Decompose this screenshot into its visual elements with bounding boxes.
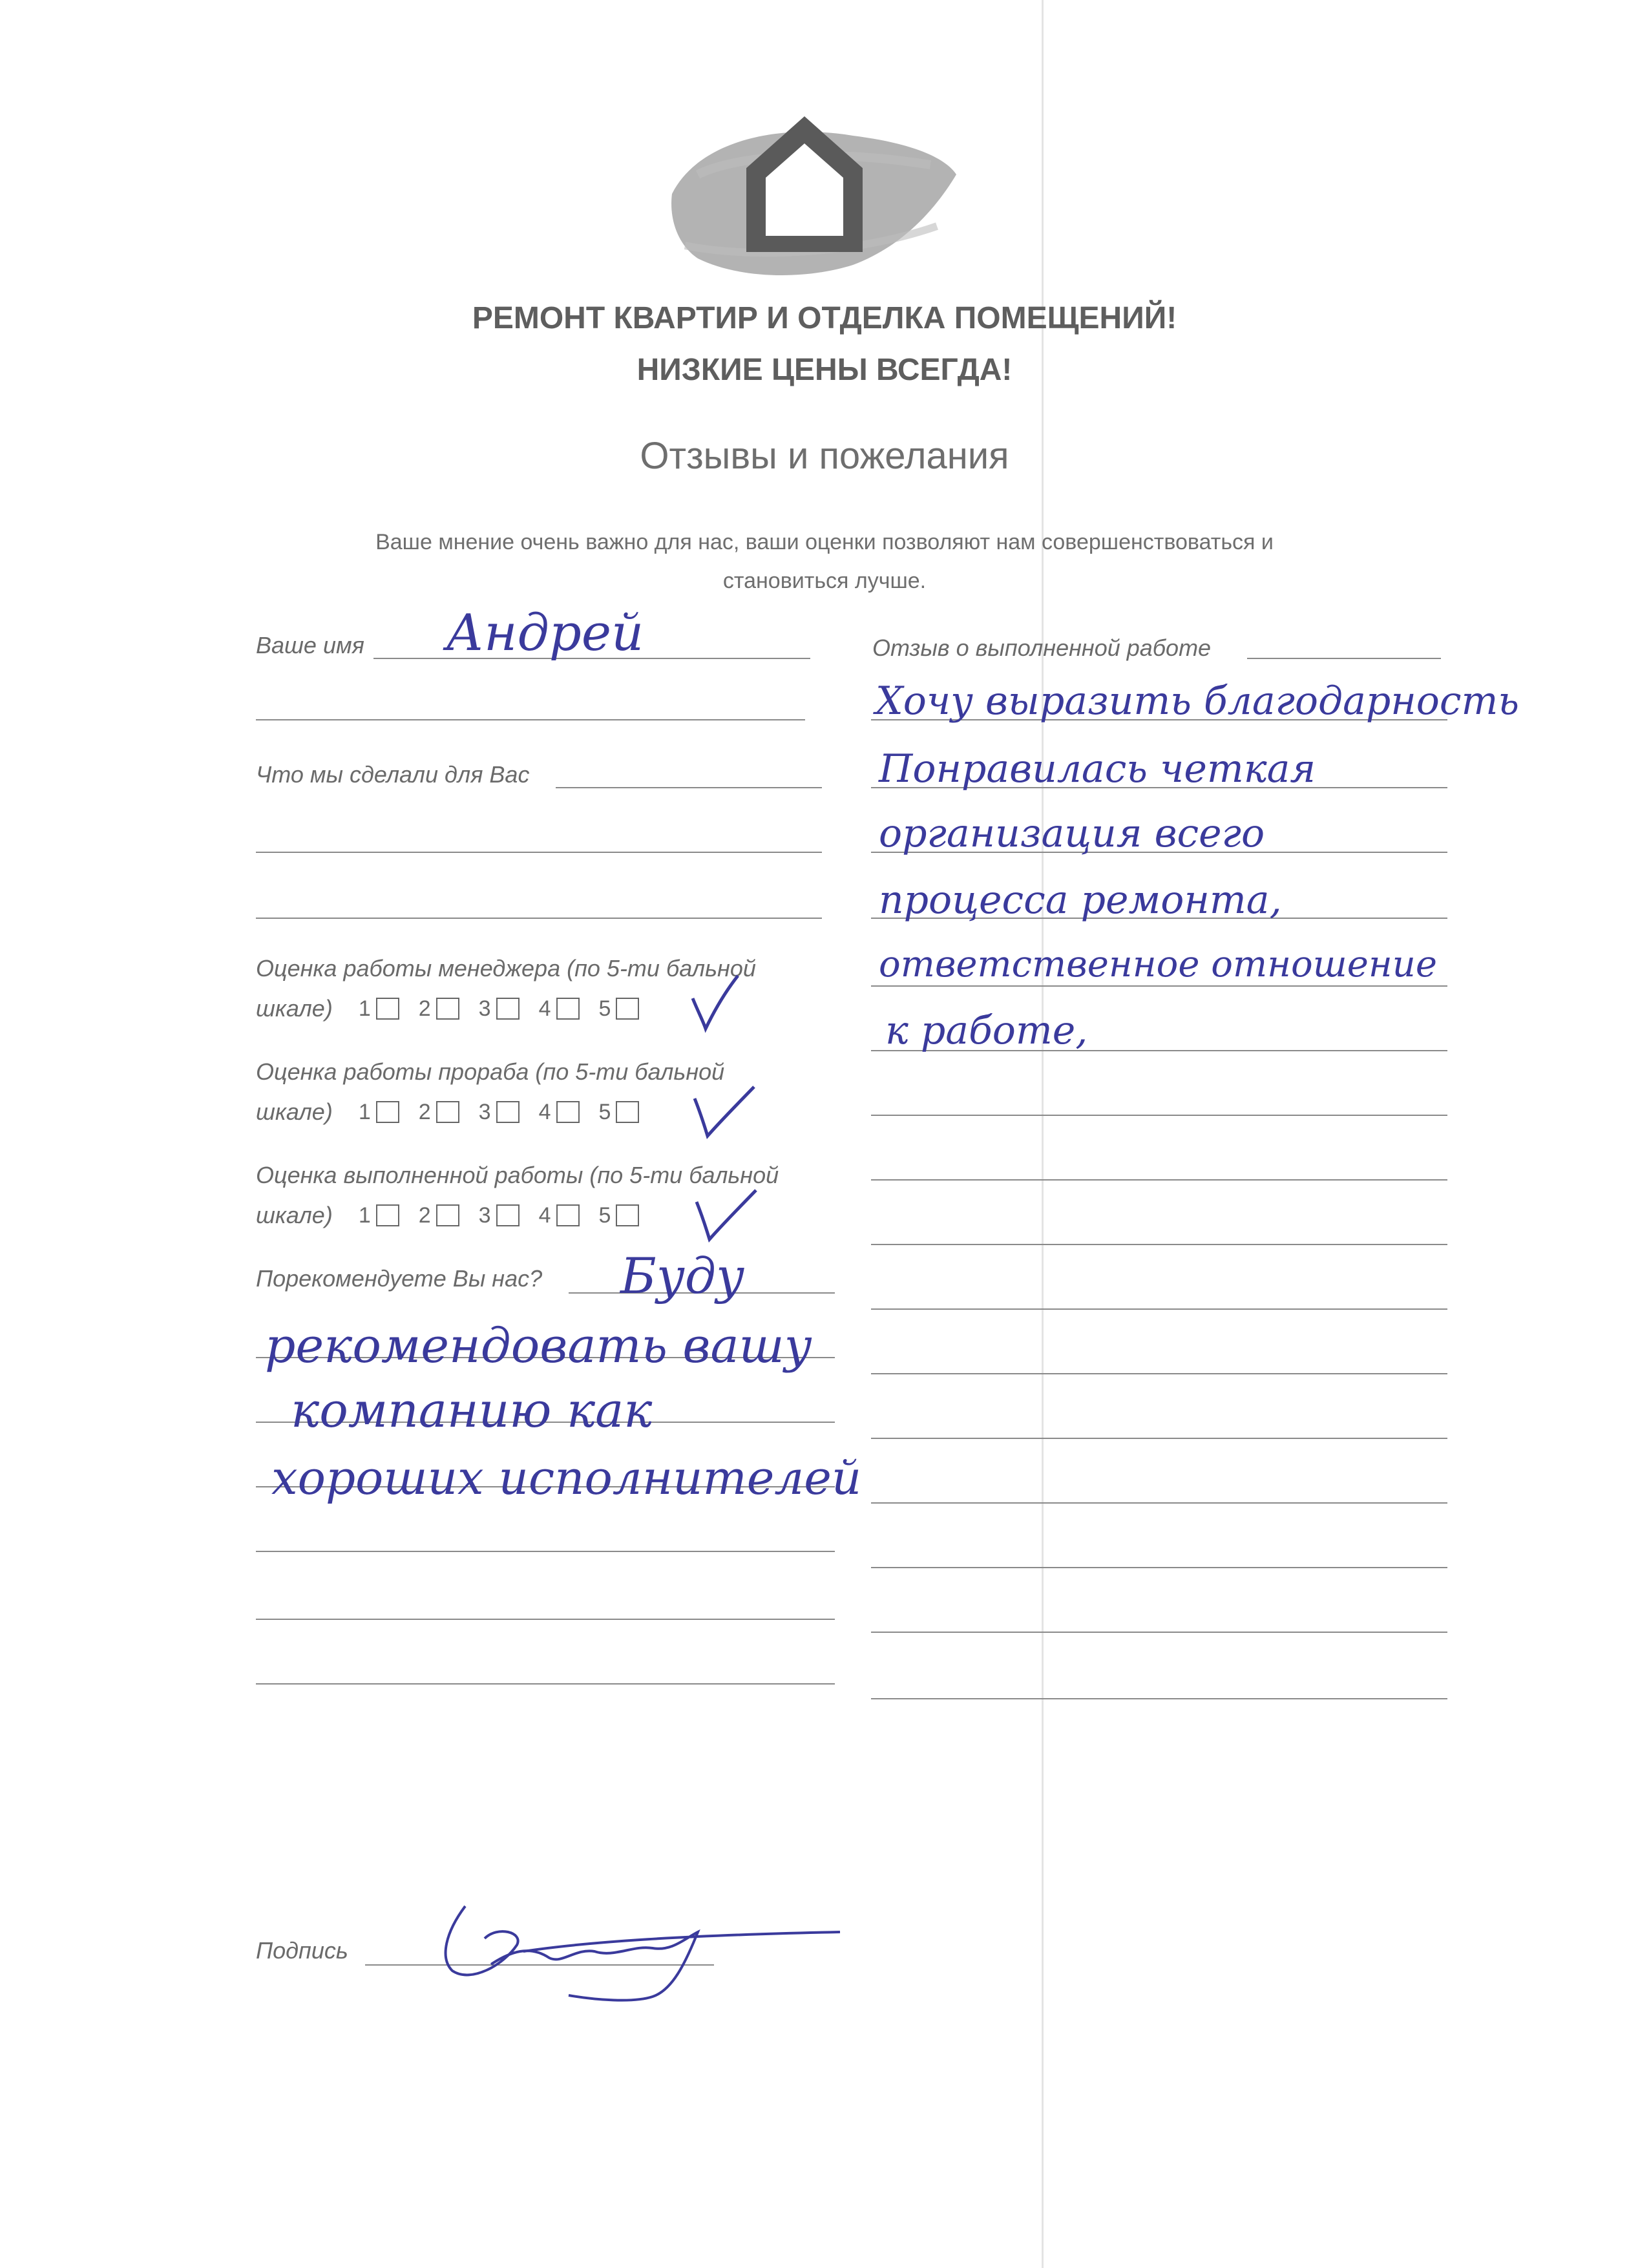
review-line4: процесса ремонта,: [879, 877, 1282, 923]
checkmark-icon: [685, 969, 743, 1034]
rating-manager-row: [256, 995, 658, 1022]
review-line5: ответственное отношение: [879, 943, 1437, 985]
checkbox[interactable]: [376, 1204, 399, 1226]
name-value: Андрей: [446, 604, 644, 662]
rating-work-label: Оценка выполненной работы (по 5-ти бальной: [256, 1162, 779, 1188]
checkbox[interactable]: [556, 998, 580, 1020]
checkbox[interactable]: [616, 1204, 639, 1226]
rating-manager-label: Оценка работы менеджера (по 5-ти бальной: [256, 955, 756, 982]
checkbox[interactable]: [496, 998, 520, 1020]
rating-manager-scale: шкале): [256, 995, 333, 1022]
review-field-line-13[interactable]: [871, 1438, 1447, 1439]
rating-work-option-5[interactable]: 5: [599, 1203, 640, 1228]
checkbox[interactable]: [436, 998, 459, 1020]
did-field-line[interactable]: [556, 787, 822, 788]
review-field-line-12[interactable]: [871, 1373, 1447, 1374]
page-title: Отзывы и пожелания: [640, 435, 1009, 477]
rating-foreman-option-1[interactable]: 1: [359, 1100, 399, 1125]
checkbox[interactable]: [436, 1101, 459, 1123]
rating-work-option-2[interactable]: 2: [419, 1203, 459, 1228]
paper-fold-line: [1042, 0, 1044, 2268]
review-field-line-15[interactable]: [871, 1567, 1447, 1568]
checkbox[interactable]: [556, 1101, 580, 1123]
rating-manager-option-2[interactable]: 2: [419, 996, 459, 1022]
rating-work-option-1[interactable]: 1: [359, 1203, 399, 1228]
did-field-line-2[interactable]: [256, 852, 822, 853]
recommend-field-line-6[interactable]: [256, 1619, 835, 1620]
rating-work-scale: шкале): [256, 1202, 333, 1228]
recommend-line1: Буду: [620, 1247, 745, 1305]
rating-manager-option-1[interactable]: 1: [359, 996, 399, 1022]
review-line6: к работе,: [885, 1008, 1088, 1053]
review-line2: Понравилась четкая: [879, 746, 1316, 792]
rating-foreman-row: [256, 1098, 658, 1126]
rating-foreman-option-3[interactable]: 3: [479, 1100, 520, 1125]
checkbox[interactable]: [436, 1204, 459, 1226]
review-field-line[interactable]: [1247, 658, 1441, 659]
rating-work-option-4[interactable]: 4: [539, 1203, 580, 1228]
recommend-line2: рекомендовать вашу: [265, 1318, 812, 1374]
review-line1: Хочу выразить благодарность: [876, 678, 1520, 724]
review-field-line-8[interactable]: [871, 1115, 1447, 1116]
signature-scribble: [426, 1887, 853, 2016]
rating-work-row: [256, 1202, 658, 1229]
signature-label: Подпись: [256, 1937, 348, 1964]
header-line1: РЕМОНТ КВАРТИР И ОТДЕЛКА ПОМЕЩЕНИЙ!: [472, 301, 1177, 335]
rating-work-option-3[interactable]: 3: [479, 1203, 520, 1228]
checkbox[interactable]: [376, 998, 399, 1020]
did-field-line-3[interactable]: [256, 918, 822, 919]
checkbox[interactable]: [496, 1101, 520, 1123]
review-field-line-16[interactable]: [871, 1632, 1447, 1633]
review-field-line-9[interactable]: [871, 1179, 1447, 1181]
intro-text-line1: Ваше мнение очень важно для нас, ваши оценки позволяют нам совершенствоваться и: [375, 530, 1274, 554]
review-field-line-17[interactable]: [871, 1698, 1447, 1699]
review-field-line-10[interactable]: [871, 1244, 1447, 1245]
checkbox[interactable]: [556, 1204, 580, 1226]
did-label: Что мы сделали для Вас: [256, 761, 530, 788]
recommend-line4: хороших исполнителей: [271, 1451, 862, 1505]
review-label: Отзыв о выполненной работе: [872, 635, 1212, 661]
review-field-line-11[interactable]: [871, 1308, 1447, 1310]
rating-foreman-option-4[interactable]: 4: [539, 1100, 580, 1125]
name-field-line-2[interactable]: [256, 719, 805, 720]
name-label: Ваше имя: [256, 632, 364, 658]
checkbox[interactable]: [496, 1204, 520, 1226]
review-line3: организация всего: [879, 811, 1265, 856]
checkbox[interactable]: [616, 998, 639, 1020]
recommend-field-line-5[interactable]: [256, 1551, 835, 1552]
checkmark-icon: [690, 1182, 761, 1247]
house-logo-icon: [659, 97, 963, 291]
rating-foreman-label: Оценка работы прораба (по 5-ти бальной: [256, 1058, 725, 1085]
review-field-line-14[interactable]: [871, 1502, 1447, 1504]
recommend-label: Порекомендуете Вы нас?: [256, 1265, 543, 1292]
intro-text-line2: становиться лучше.: [722, 569, 927, 593]
recommend-field-line-7[interactable]: [256, 1683, 835, 1685]
rating-manager-option-4[interactable]: 4: [539, 996, 580, 1022]
checkbox[interactable]: [376, 1101, 399, 1123]
rating-foreman-scale: шкале): [256, 1098, 333, 1125]
rating-foreman-option-5[interactable]: 5: [599, 1100, 640, 1125]
checkbox[interactable]: [616, 1101, 639, 1123]
checkmark-icon: [688, 1079, 759, 1144]
rating-manager-option-3[interactable]: 3: [479, 996, 520, 1022]
header-line2: НИЗКИЕ ЦЕНЫ ВСЕГДА!: [636, 353, 1013, 387]
recommend-line3: компанию как: [291, 1383, 653, 1438]
rating-foreman-option-2[interactable]: 2: [419, 1100, 459, 1125]
rating-manager-option-5[interactable]: 5: [599, 996, 640, 1022]
review-field-line-6[interactable]: [871, 985, 1447, 987]
